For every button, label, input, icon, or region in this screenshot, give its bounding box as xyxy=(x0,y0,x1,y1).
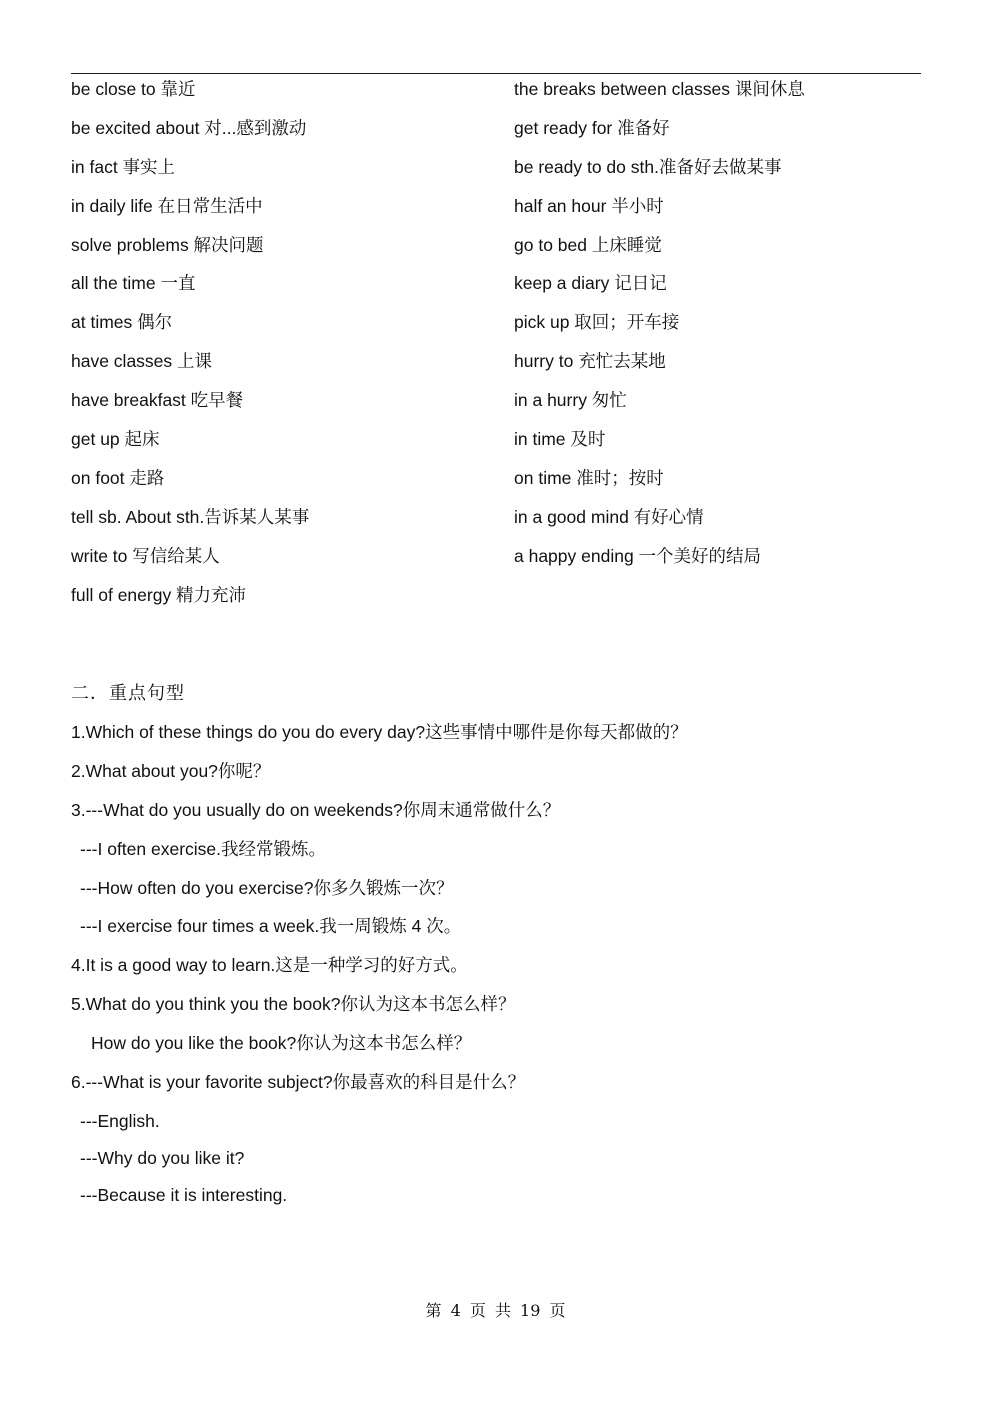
phrase-list-left xyxy=(71,74,501,618)
phrase-item: on foot 走路 xyxy=(71,467,165,488)
phrase-item: full of energy 精力充沛 xyxy=(71,584,247,605)
sentence-line: 6.---What is your favorite subject?你最喜欢的科目是什么？ xyxy=(71,1072,526,1093)
phrase-item: hurry to 充忙去某地 xyxy=(514,351,666,372)
sentence-line: ---English. xyxy=(80,1110,160,1131)
phrase-item: solve problems 解决问题 xyxy=(71,234,264,255)
phrase-item: in fact 事实上 xyxy=(71,156,176,177)
phrase-list-right xyxy=(514,74,934,580)
sentence-line: ---Why do you like it? xyxy=(80,1147,245,1168)
section-heading: 二．重点句型 xyxy=(71,683,185,703)
phrase-item: be excited about 对...感到激动 xyxy=(71,117,307,138)
phrase-item: keep a diary 记日记 xyxy=(514,273,667,294)
phrase-item: a happy ending 一个美好的结局 xyxy=(514,545,762,566)
phrase-item: tell sb. About sth.告诉某人某事 xyxy=(71,506,310,527)
sentence-line: ---Because it is interesting. xyxy=(80,1184,288,1205)
phrase-item: in daily life 在日常生活中 xyxy=(71,195,263,216)
phrase-item: have breakfast 吃早餐 xyxy=(71,390,244,411)
phrase-item: write to 写信给某人 xyxy=(71,545,220,566)
sentence-line: 2.What about you?你呢？ xyxy=(71,760,271,781)
phrase-item: in a hurry 匆忙 xyxy=(514,390,627,411)
sentence-line: 3.---What do you usually do on weekends?你周末通常做什么？ xyxy=(71,799,561,820)
phrase-item: the breaks between classes 课间休息 xyxy=(514,79,805,99)
phrase-item: be ready to do sth.准备好去做某事 xyxy=(514,156,782,177)
phrase-item: in a good mind 有好心情 xyxy=(514,506,704,527)
sentence-line: How do you like the book?你认为这本书怎么样？ xyxy=(91,1033,472,1054)
phrase-item: be close to 靠近 xyxy=(71,79,196,99)
phrase-item: at times 偶尔 xyxy=(71,312,173,333)
phrase-item: half an hour 半小时 xyxy=(514,195,664,216)
phrase-item: get up 起床 xyxy=(71,429,160,450)
page-number-footer: 第 4 页 共 19 页 xyxy=(425,1301,566,1320)
sentence-line: 1.Which of these things do you do every day?这些事情中哪件是你每天都做的？ xyxy=(71,722,688,742)
phrase-item: go to bed 上床睡觉 xyxy=(514,234,662,255)
phrase-item: all the time 一直 xyxy=(71,273,196,294)
phrase-item: pick up 取回；开车接 xyxy=(514,312,680,333)
phrase-item: in time 及时 xyxy=(514,429,606,450)
phrase-item: on time 准时；按时 xyxy=(514,467,664,488)
phrase-item: have classes 上课 xyxy=(71,351,213,372)
sentence-line: 5.What do you think you the book?你认为这本书怎么样？ xyxy=(71,994,516,1015)
sentence-line: 4.It is a good way to learn.这是一种学习的好方式。 xyxy=(71,955,468,976)
sentence-line: ---I often exercise.我经常锻炼。 xyxy=(80,838,327,859)
sentence-line: ---I exercise four times a week.我一周锻炼 4 次。 xyxy=(80,916,462,937)
key-sentences xyxy=(71,716,931,1216)
sentence-line: ---How often do you exercise?你多久锻炼一次？ xyxy=(80,877,454,898)
phrase-item: get ready for 准备好 xyxy=(514,117,670,138)
